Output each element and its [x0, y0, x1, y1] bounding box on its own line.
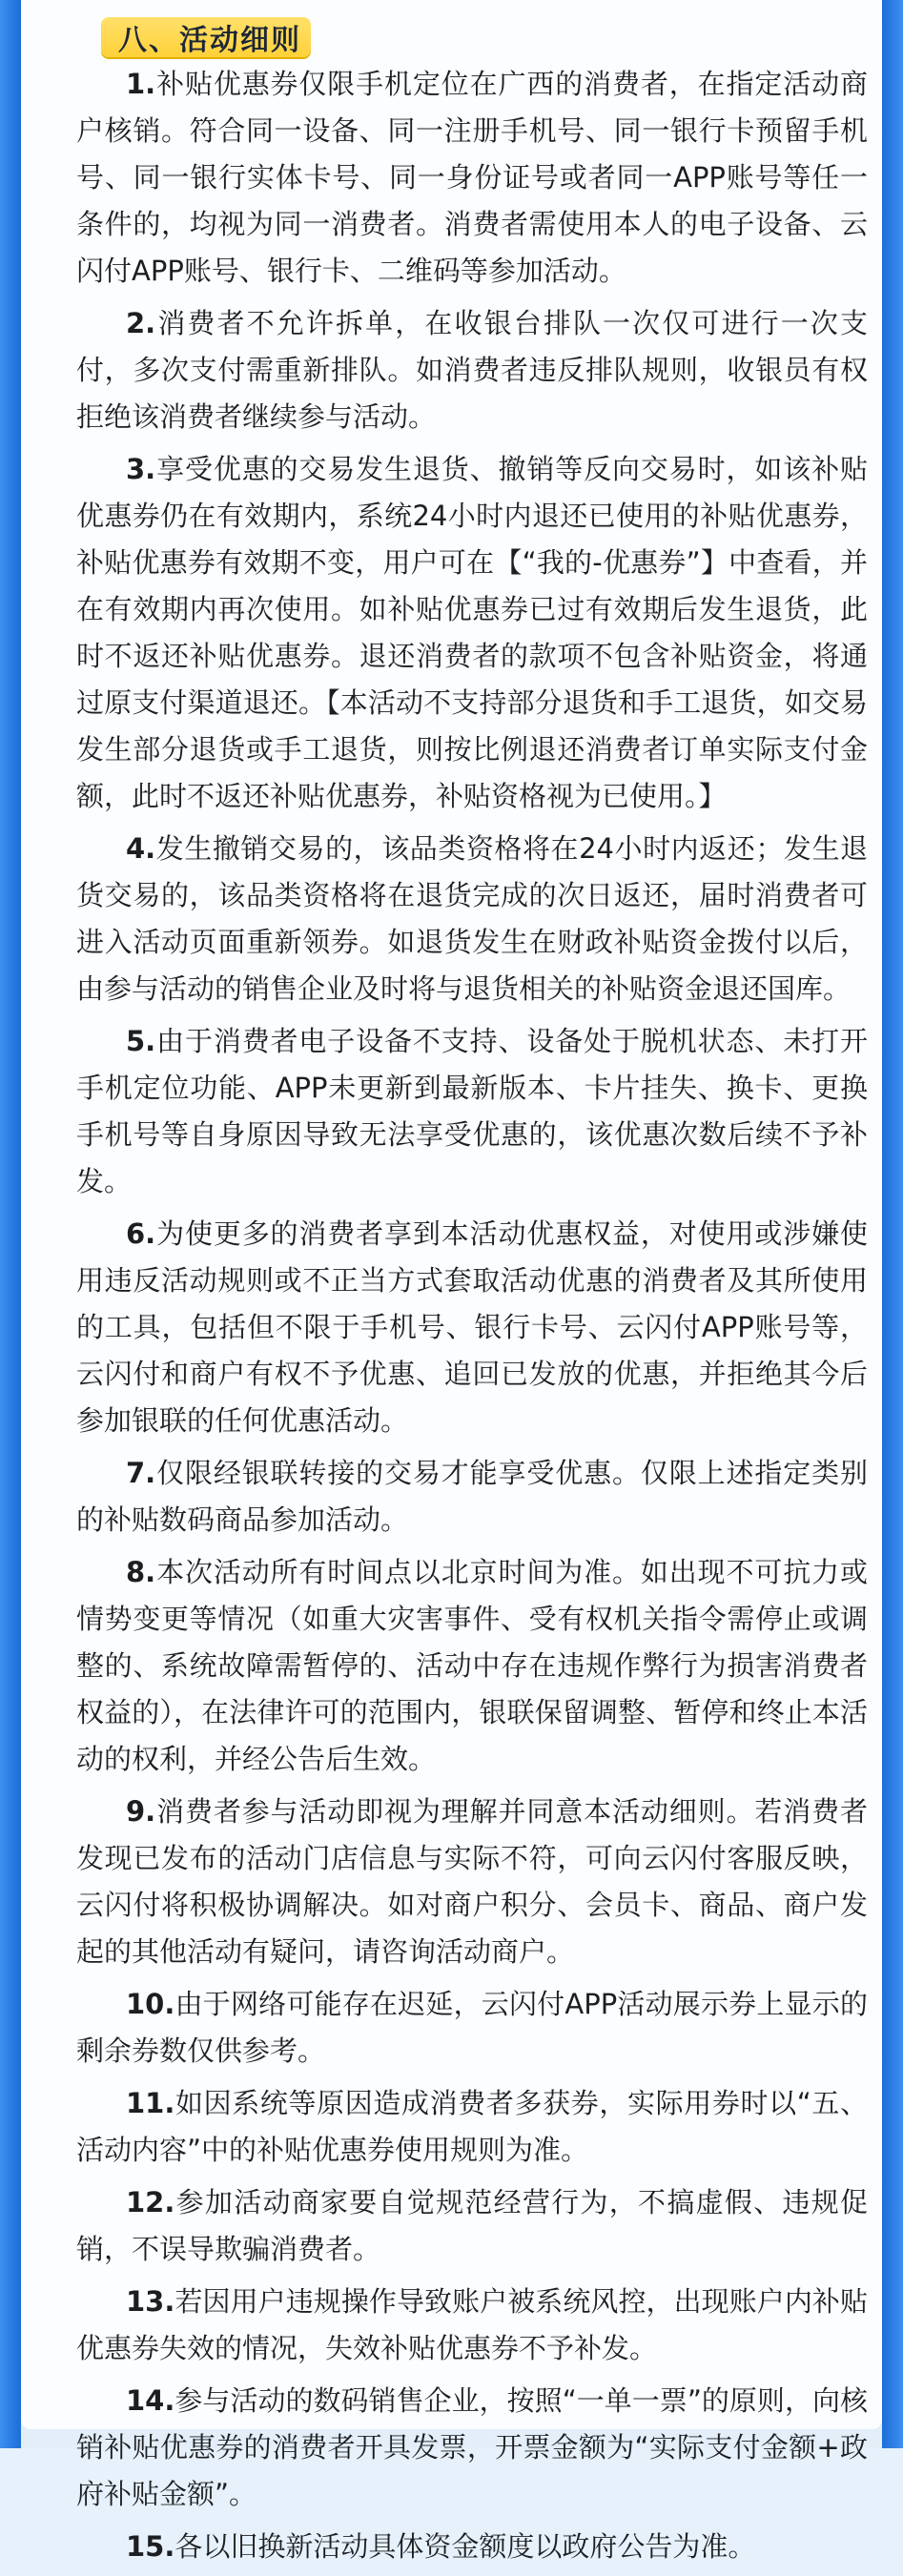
rule-number: 4.	[126, 832, 156, 865]
rule-item	[76, 2080, 868, 2174]
rule-text: 享受优惠的交易发生退货、撤销等反向交易时，如该补贴优惠券仍在有效期内，系统24小时内退还已使用的补贴优惠券，补贴优惠券有效期不变，用户可在【“我的-优惠券”】中查看，并在有效期内再次使用。如补贴优惠券已过有效期后发生退货，此时不返还补贴优惠券。退还消费者的款项不包含补贴资金，将通过原支付渠道退还。【本活动不支持部分退货和手工退货，如交易发生部分退货或手工退货，则按比例退还消费者订单实际支付金额，此时不返还补贴优惠券，补贴资格视为已使用。】	[76, 453, 868, 812]
rule-text: 消费者不允许拆单，在收银台排队一次仅可进行一次支付，多次支付需重新排队。如消费者违反排队规则，收银员有权拒绝该消费者继续参与活动。	[76, 307, 868, 433]
rule-item	[76, 826, 868, 1012]
rule-item	[76, 1450, 868, 1544]
rule-number: 1.	[126, 68, 156, 100]
rule-item	[76, 2524, 868, 2570]
rule-number: 6.	[126, 1217, 156, 1250]
rule-text: 由于消费者电子设备不支持、设备处于脱机状态、未打开手机定位功能、APP未更新到最新版本、卡片挂失、换卡、更换手机号等自身原因导致无法享受优惠的，该优惠次数后续不予补发。	[76, 1025, 868, 1197]
rule-text: 参与活动的数码销售企业，按照“一单一票”的原则，向核销补贴优惠券的消费者开具发票，开票金额为“实际支付金额+政府补贴金额”。	[76, 2384, 868, 2510]
rule-number: 7.	[126, 1457, 156, 1489]
rule-text: 参加活动商家要自觉规范经营行为，不搞虚假、违规促销，不误导欺骗消费者。	[76, 2186, 868, 2265]
rule-number: 8.	[126, 1556, 156, 1588]
rule-number: 3.	[126, 453, 156, 485]
rule-item	[76, 1789, 868, 1975]
rule-text: 若因用户违规操作导致账户被系统风控，出现账户内补贴优惠券失效的情况，失效补贴优惠券不予补发。	[76, 2285, 868, 2364]
rule-text: 消费者参与活动即视为理解并同意本活动细则。若消费者发现已发布的活动门店信息与实际不符，可向云闪付客服反映，云闪付将积极协调解决。如对商户积分、会员卡、商品、商户发起的其他活动有疑问，请咨询活动商户。	[76, 1795, 868, 1968]
rule-text: 本次活动所有时间点以北京时间为准。如出现不可抗力或情势变更等情况（如重大灾害事件、受有权机关指令需停止或调整的、系统故障需暂停的、活动中存在违规作弊行为损害消费者权益的），在法律许可的范围内，银联保留调整、暂停和终止本活动的权利，并经公告后生效。	[76, 1556, 868, 1775]
rule-text: 为使更多的消费者享到本活动优惠权益，对使用或涉嫌使用违反活动规则或不正当方式套取活动优惠的消费者及其所使用的工具，包括但不限于手机号、银行卡号、云闪付APP账号等，云闪付和商户有权不予优惠、追回已发放的优惠，并拒绝其今后参加银联的任何优惠活动。	[76, 1217, 868, 1437]
rule-item	[76, 2179, 868, 2273]
rule-number: 2.	[126, 307, 156, 339]
rule-text: 发生撤销交易的，该品类资格将在24小时内返还；发生退货交易的，该品类资格将在退货完成的次日返还，届时消费者可进入活动页面重新领券。如退货发生在财政补贴资金拨付以后，由参与活动的销售企业及时将与退货相关的补贴资金退还国库。	[76, 832, 868, 1005]
rule-number: 15.	[126, 2530, 175, 2563]
rule-item	[76, 2378, 868, 2518]
rule-number: 5.	[126, 1025, 156, 1057]
rule-number: 12.	[126, 2186, 175, 2218]
rule-text: 由于网络可能存在迟延，云闪付APP活动展示券上显示的剩余券数仅供参考。	[76, 1988, 868, 2067]
rules-card	[21, 0, 882, 2563]
rule-text: 如因系统等原因造成消费者多获券，实际用券时以“五、活动内容”中的补贴优惠券使用规则为准。	[76, 2087, 868, 2166]
rule-text: 各以旧换新活动具体资金额度以政府公告为准。	[174, 2530, 756, 2563]
right-border-decoration	[882, 0, 903, 2448]
rule-item	[76, 61, 868, 295]
rule-number: 9.	[126, 1795, 156, 1828]
rule-number: 10.	[126, 1988, 175, 2020]
rule-item	[76, 300, 868, 440]
rule-item	[76, 1018, 868, 1205]
rule-text: 补贴优惠券仅限手机定位在广西的消费者，在指定活动商户核销。符合同一设备、同一注册手机号、同一银行卡预留手机号、同一银行实体卡号、同一身份证号或者同一APP账号等任一条件的，均视为同一消费者。消费者需使用本人的电子设备、云闪付APP账号、银行卡、二维码等参加活动。	[76, 68, 868, 287]
left-border-decoration	[0, 0, 21, 2448]
rule-item	[76, 1211, 868, 1444]
rule-item	[76, 1549, 868, 1783]
rule-item	[76, 1981, 868, 2075]
rule-text: 仅限经银联转接的交易才能享受优惠。仅限上述指定类别的补贴数码商品参加活动。	[76, 1457, 868, 1536]
rule-item	[76, 446, 868, 820]
rules-list	[76, 61, 868, 2576]
rule-number: 14.	[126, 2384, 175, 2417]
rule-number: 13.	[126, 2285, 175, 2318]
section-title: 八、活动细则	[118, 24, 301, 57]
section-title-badge	[101, 17, 311, 57]
rule-number: 11.	[126, 2087, 175, 2119]
rule-item	[76, 2279, 868, 2372]
